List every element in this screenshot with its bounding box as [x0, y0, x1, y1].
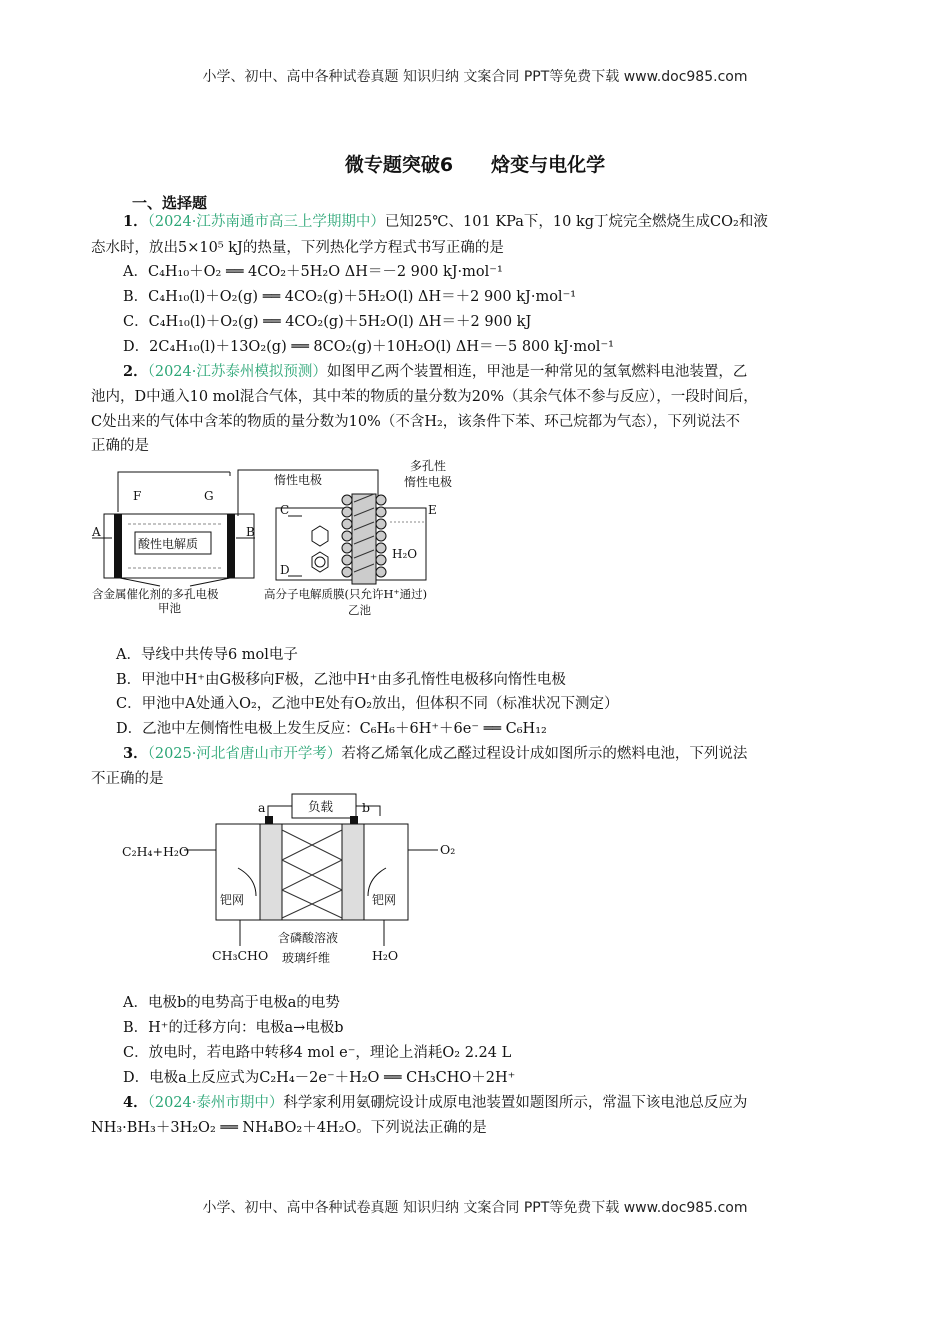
q1-stem-line2: 态水时，放出5×10⁵ kJ的热量，下列热化学方程式书写正确的是	[91, 240, 504, 256]
q2-label-c: C	[280, 503, 290, 517]
q4-stem-line2: NH₃·BH₃＋3H₂O₂ ══ NH₄BO₂＋4H₂O。下列说法正确的是	[91, 1120, 487, 1136]
q1-option-c: C．C₄H₁₀(l)＋O₂(g) ══ 4CO₂(g)＋5H₂O(l) ΔH＝＋2 900 kJ	[123, 314, 532, 330]
q3-inlet-left: C₂H₄+H₂O	[122, 844, 190, 859]
q2-membrane-label: 高分子电解质膜(只允许H⁺通过)	[264, 587, 428, 601]
q2-porous-label2: 惰性电极	[404, 475, 453, 489]
q1-number: 1．	[123, 213, 148, 230]
q1-stem-line1	[123, 212, 768, 232]
q2-option-d: D．乙池中左侧惰性电极上发生反应：C₆H₆＋6H⁺＋6e⁻ ══ C₆H₁₂	[116, 721, 547, 737]
q3-mid-label1: 含磷酸溶液	[278, 931, 339, 945]
q2-stem-line4: 正确的是	[91, 438, 149, 454]
q2-number: 2．	[123, 363, 148, 380]
q3-electrode-b	[342, 824, 364, 920]
q3-outlet-left: CH₃CHO	[212, 948, 269, 963]
q3-diagram	[118, 790, 468, 980]
q2-h2o-label: H₂O	[392, 547, 418, 561]
q2-label-b: B	[246, 525, 255, 539]
q4-number: 4．	[123, 1094, 148, 1111]
q1-option-b: B．C₄H₁₀(l)＋O₂(g) ══ 4CO₂(g)＋5H₂O(l) ΔH＝＋2 900 kJ·mol⁻¹	[123, 289, 577, 305]
q2-cyclohexane-icon	[312, 526, 328, 546]
q4-stem-line1	[123, 1093, 747, 1113]
q3-option-a: A．电极b的电势高于电极a的电势	[123, 995, 340, 1011]
q2-jia-label: 甲池	[158, 601, 181, 615]
q3-electrode-a	[260, 824, 282, 920]
q2-stem-text1: 如图甲乙两个装置相连，甲池是一种常见的氢氧燃料电池装置，乙	[326, 364, 748, 380]
q2-option-b: B．甲池中H⁺由G极移向F极，乙池中H⁺由多孔惰性电极移向惰性电极	[116, 672, 566, 688]
section-heading: 一、选择题	[132, 194, 208, 212]
q3-stem-text1: 若将乙烯氧化成乙醛过程设计成如图所示的燃料电池，下列说法	[341, 746, 748, 762]
q3-terminal-b	[350, 816, 358, 824]
q2-benzene-icon	[312, 552, 328, 572]
q2-source: （2024·江苏泰州模拟预测）	[147, 364, 327, 380]
q2-stem-line3: C处出来的气体中含苯的物质的量分数为10%（不含H₂，该条件下苯、环己烷都为气态），下列说法不	[91, 414, 741, 430]
q3-option-c: C．放电时，若电路中转移4 mol e⁻，理论上消耗O₂ 2.24 L	[123, 1045, 512, 1061]
q4-stem-text1: 科学家利用氨硼烷设计成原电池装置如题图所示，常温下该电池总反应为	[283, 1095, 748, 1111]
page-header: 小学、初中、高中各种试卷真题 知识归纳 文案合同 PPT等免费下载 www.doc985.com	[202, 69, 748, 85]
q1-option-d: D．2C₄H₁₀(l)＋13O₂(g) ══ 8CO₂(g)＋10H₂O(l) ΔH＝－5 800 kJ·mol⁻¹	[123, 339, 614, 355]
q3-outlet-right: H₂O	[372, 948, 399, 963]
q3-terminal-a	[265, 816, 273, 824]
q3-option-d: D．电极a上反应式为C₂H₄－2e⁻＋H₂O ══ CH₃CHO＋2H⁺	[123, 1070, 516, 1086]
q3-inlet-right: O₂	[440, 842, 456, 857]
q2-benzene-ring-icon	[315, 557, 325, 567]
q2-membrane	[352, 494, 376, 584]
q2-label-f: F	[133, 489, 142, 503]
q3-pd-left: 钯网	[220, 893, 245, 907]
q2-label-a: A	[92, 525, 101, 539]
q4-source: （2024·泰州市期中）	[147, 1095, 284, 1111]
q2-label-d: D	[280, 563, 290, 577]
q1-option-a: A．C₄H₁₀＋O₂ ══ 4CO₂＋5H₂O ΔH＝－2 900 kJ·mol⁻¹	[123, 264, 503, 280]
q3-glass-fiber	[282, 830, 342, 918]
q2-electrode-g	[227, 514, 235, 578]
q2-label-g: G	[204, 489, 214, 503]
q2-diagram	[90, 456, 470, 626]
q2-electrode-f	[114, 514, 122, 578]
q3-label-b: b	[362, 800, 371, 815]
q2-stem-line1	[123, 362, 747, 382]
q1-stem-text1: 已知25℃、101 KPa下，10 kg丁烷完全燃烧生成CO₂和液	[384, 214, 768, 230]
q3-stem-line1	[123, 744, 747, 764]
q3-label-a: a	[258, 800, 266, 815]
q3-source: （2025·河北省唐山市开学考）	[147, 746, 342, 762]
q3-stem-line2: 不正确的是	[91, 771, 164, 787]
q2-catalyst-label: 含金属催化剂的多孔电极	[92, 587, 219, 601]
q2-inert-label: 惰性电极	[274, 473, 323, 487]
q3-load-label: 负载	[308, 799, 334, 814]
q2-electrolyte-label: 酸性电解质	[138, 537, 199, 551]
page-footer: 小学、初中、高中各种试卷真题 知识归纳 文案合同 PPT等免费下载 www.doc985.com	[202, 1200, 748, 1216]
q2-porous-label1: 多孔性	[410, 459, 447, 473]
q2-leader-lines	[120, 578, 230, 586]
q1-source: （2024·江苏南通市高三上学期期中）	[147, 214, 385, 230]
q2-option-a: A．导线中共传导6 mol电子	[116, 647, 298, 663]
q2-yi-label: 乙池	[348, 603, 371, 617]
q3-mid-label2: 玻璃纤维	[282, 951, 331, 965]
q2-stem-line2: 池内，D中通入10 mol混合气体，其中苯的物质的量分数为20%（其余气体不参与反应），一段时间后，	[91, 389, 758, 405]
q2-flow-lines	[288, 516, 302, 576]
q3-number: 3．	[123, 745, 148, 762]
q2-label-e: E	[428, 503, 437, 517]
q2-option-c: C．甲池中A处通入O₂，乙池中E处有O₂放出，但体积不同（标准状况下测定）	[116, 696, 619, 712]
q3-option-b: B．H⁺的迁移方向：电极a→电极b	[123, 1020, 344, 1036]
page-title: 微专题突破6 焓变与电化学	[344, 154, 606, 176]
q3-pd-right: 钯网	[372, 893, 397, 907]
